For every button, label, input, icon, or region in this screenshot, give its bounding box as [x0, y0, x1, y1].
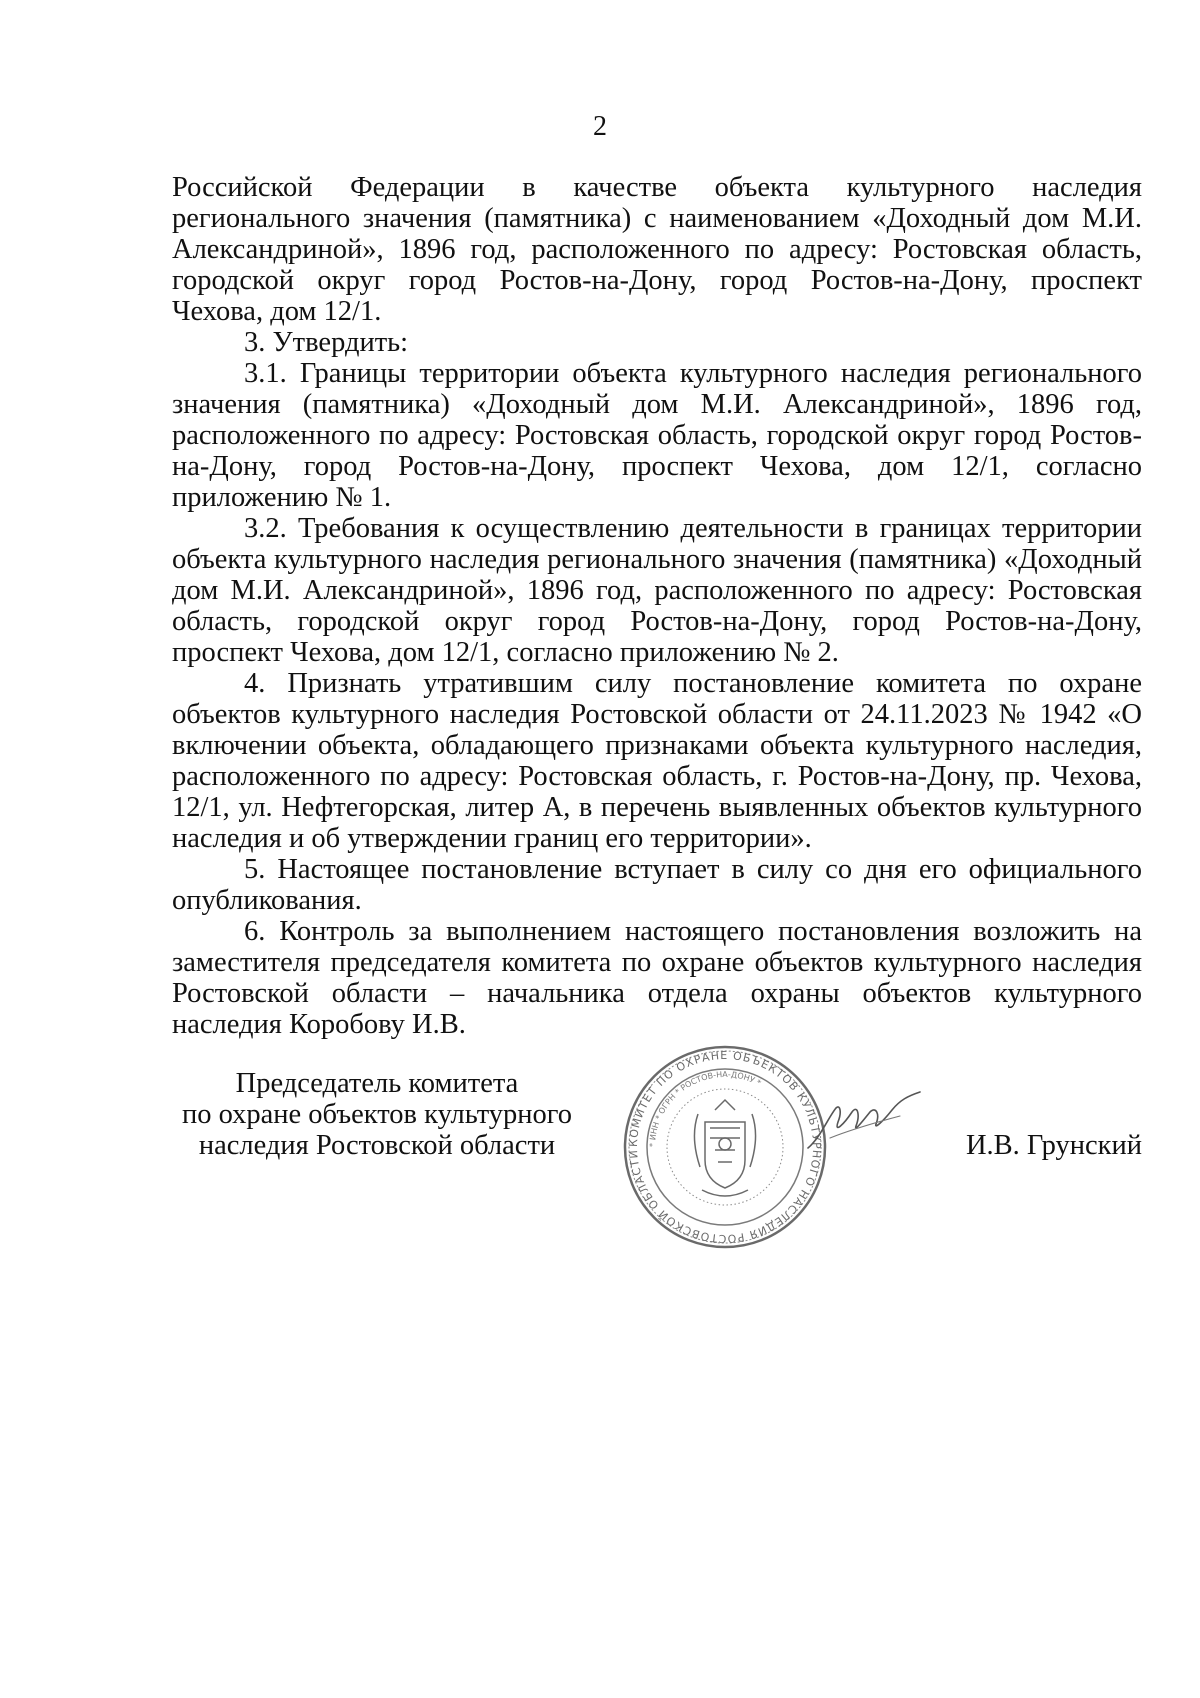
coat-of-arms-icon — [694, 1100, 755, 1196]
paragraph-item-5: 5. Настоящее постановление вступает в силу со дня его официального опубликования. — [172, 854, 1142, 916]
signer-position — [172, 1068, 582, 1161]
svg-text:КОМИТЕТ ПО ОХРАНЕ ОБЪЕКТОВ КУЛ: КОМИТЕТ ПО ОХРАНЕ ОБЪЕКТОВ КУЛЬТУРНОГО НАСЛЕДИЯ РОСТОВСКОЙ ОБЛАСТИ — [626, 1048, 824, 1246]
document-body — [172, 172, 1142, 1040]
paragraph-continuation: Российской Федерации в качестве объекта культурного наследия регионального значения (памятника) с наименованием «Доходный дом М.И. Александриной», 1896 год, расположенного по адресу: Ростовская область, городской округ город Ростов-на-Дону, город Ростов-на-Дону, проспект Чехова, дом 12/1. — [172, 172, 1142, 327]
paragraph-item-3-1: 3.1. Границы территории объекта культурного наследия регионального значения (памятника) «Доходный дом М.И. Александриной», 1896 год, расположенного по адресу: Ростовская область, городской округ город Ростов-на-Дону, город Ростов-на-Дону, проспект Чехова, дом 12/1, согласно приложению № 1. — [172, 358, 1142, 513]
paragraph-item-4: 4. Признать утратившим силу постановление комитета по охране объектов культурного наследия Ростовской области от 24.11.2023 № 1942 «О включении объекта, обладающего признаками объекта культурного наследия, расположенного по адресу: Ростовская область, г. Ростов-на-Дону, пр. Чехова, 12/1, ул. Нефтегорская, литер А, в перечень выявленных объектов культурного наследия и об утверждении границ его территории». — [172, 668, 1142, 854]
official-seal-stamp — [620, 1042, 830, 1252]
paragraph-item-6: 6. Контроль за выполнением настоящего постановления возложить на заместителя председателя комитета по охране объектов культурного наследия Ростовской области – начальника отдела охраны объектов культурного наследия Коробову И.В. — [172, 916, 1142, 1040]
signer-position-line: наследия Ростовской области — [198, 1130, 556, 1161]
signer-position-line: Председатель комитета — [235, 1068, 519, 1099]
svg-text:* ИНН * ОГРН * РОСТОВ-НА-ДОНУ: * ИНН * ОГРН * РОСТОВ-НА-ДОНУ * — [647, 1069, 763, 1148]
handwritten-signature — [800, 1078, 930, 1168]
paragraph-item-3-2: 3.2. Требования к осуществлению деятельности в границах территории объекта культурного наследия регионального значения (памятника) «Доходный дом М.И. Александриной», 1896 год, расположенного по адресу: Ростовская область, городской округ город Ростов-на-Дону, город Ростов-на-Дону, проспект Чехова, дом 12/1, согласно приложению № 2. — [172, 513, 1142, 668]
signer-position-line: по охране объектов культурного — [181, 1099, 573, 1130]
signer-name: И.В. Грунский — [965, 1130, 1142, 1161]
paragraph-item-3: 3. Утвердить: — [244, 327, 409, 358]
signature-block — [172, 1048, 1142, 1268]
page-number: 2 — [593, 111, 607, 142]
